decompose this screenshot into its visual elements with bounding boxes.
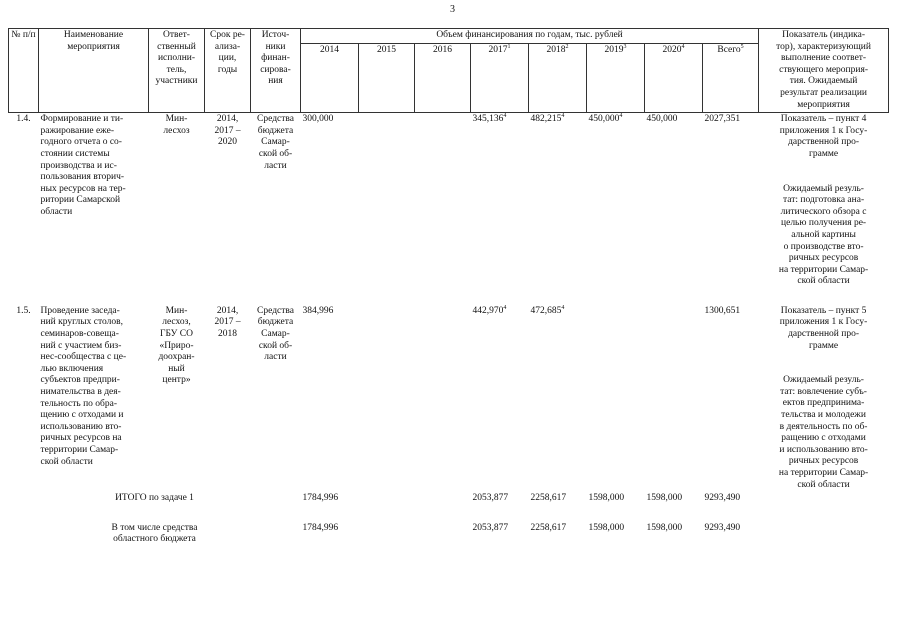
page-number: 3 <box>450 4 455 15</box>
row-value-0 <box>301 305 359 492</box>
text-line: Ожидаемый резуль- <box>783 375 864 386</box>
text-line: приложения 1 к Госу- <box>779 317 868 328</box>
text-line: ализа- <box>214 41 241 52</box>
row-value-3 <box>471 113 529 289</box>
text-line: использованию вто- <box>40 421 122 432</box>
text-line: нимательства в дея- <box>40 387 121 398</box>
row-value-4 <box>529 305 587 492</box>
footnote-mark: 4 <box>503 113 507 119</box>
row-term <box>205 113 251 289</box>
text-line: финан- <box>261 53 290 64</box>
text-line: ричных ресурсов <box>788 456 859 467</box>
text-line: ражирование еже- <box>40 125 114 136</box>
text-line: Мин- <box>165 114 188 125</box>
text-line: ции, <box>218 53 237 64</box>
header-num: № п/п <box>9 29 39 113</box>
header-year-3 <box>471 43 529 113</box>
total-value-6: 1598,000 <box>646 493 683 504</box>
total-value-4: 2258,617 <box>530 522 567 533</box>
total-value-7: 9293,490 <box>704 493 741 504</box>
cell-value: 450,000 <box>646 114 678 125</box>
text-line: 2018 <box>218 329 237 340</box>
total-indicator-empty <box>759 492 889 506</box>
total-value-5: 1598,000 <box>588 522 625 533</box>
total-value-1 <box>359 492 415 506</box>
text-line: области <box>40 206 73 217</box>
header-year-5 <box>587 43 645 113</box>
total-label <box>9 522 301 547</box>
text-line: лесхоз <box>163 125 190 136</box>
text-line: тия. Ожидаемый <box>789 76 858 87</box>
text-line: ритории Самарской <box>40 195 121 206</box>
total-value-2 <box>415 492 471 506</box>
text-line: лью включения <box>40 363 104 374</box>
text-line: ственный <box>157 41 196 52</box>
text-line: сирова- <box>260 64 291 75</box>
table-body <box>9 113 889 547</box>
text-line: ричных ресурсов на <box>40 433 122 444</box>
text-line: исполни- <box>157 53 196 64</box>
text-line: Показатель (индика- <box>782 30 866 40</box>
text-line: ний с участием биз- <box>40 340 122 351</box>
row-executor <box>149 305 205 492</box>
text-line: Самар- <box>261 137 290 148</box>
text-line: результат реализации <box>780 87 867 98</box>
text-line: ных ресурсов на тер- <box>40 183 126 194</box>
text-line: тельства и молодежи <box>781 410 866 421</box>
cell-value: 2015 <box>377 44 396 55</box>
row-value-0 <box>301 113 359 289</box>
header-executor <box>149 29 205 113</box>
text-line: 2017 – <box>214 317 241 328</box>
text-line: ской об- <box>258 340 293 351</box>
text-line: Наименование <box>63 30 124 40</box>
text-line: стоянии системы <box>40 148 110 159</box>
cell-value: 2018 <box>546 44 566 55</box>
text-line: ники <box>265 41 286 52</box>
spacer <box>761 161 887 184</box>
text-line: ской области <box>797 479 850 490</box>
row-value-2 <box>415 305 471 492</box>
footnote-mark: 4 <box>561 304 565 311</box>
text-line: тельность по обра- <box>40 398 118 409</box>
text-line: приложения 1 к Госу- <box>779 125 868 136</box>
spacer <box>761 352 887 375</box>
row-num: 1.4. <box>16 114 31 125</box>
footnote-mark: 4 <box>503 304 507 311</box>
text-line: семинаров-совеща- <box>40 329 119 340</box>
total-value-2 <box>415 522 471 547</box>
cell-value: 300,000 <box>302 114 334 125</box>
text-line: Ожидаемый резуль- <box>783 183 864 194</box>
row-value-7 <box>703 113 759 289</box>
footnote-mark: 4 <box>619 113 623 119</box>
text-line: Срок ре- <box>210 30 245 40</box>
cell-value: 450,000 <box>588 114 620 125</box>
text-line: дарственной про- <box>788 137 860 148</box>
total-row <box>9 522 889 547</box>
text-line: ствующего мероприя- <box>779 64 868 75</box>
text-line: щению с отходами и <box>40 410 124 421</box>
row-value-2 <box>415 113 471 289</box>
footnote-mark: 2 <box>565 43 569 50</box>
footnote-mark: 3 <box>623 43 627 50</box>
total-value-3: 2053,877 <box>472 522 509 533</box>
text-line: пользования вторич- <box>40 172 125 183</box>
total-value-4: 2258,617 <box>530 493 567 504</box>
cell-value: 2017 <box>488 44 508 55</box>
header-year-7 <box>703 43 759 113</box>
text-line: 2020 <box>218 137 237 148</box>
text-line: грамме <box>809 340 839 351</box>
row-spacer <box>9 506 889 522</box>
header-funding-title: Объем финансирования по годам, тыс. рублей <box>301 29 759 44</box>
text-line: бюджета <box>257 125 294 136</box>
text-line: Самар- <box>261 329 290 340</box>
text-line: ласти <box>264 160 287 171</box>
total-value-7: 9293,490 <box>704 522 741 533</box>
text-line: центр» <box>162 375 191 386</box>
text-line: Проведение заседа- <box>40 305 120 316</box>
footnote-mark: 5 <box>740 43 744 50</box>
row-indicator <box>759 113 889 289</box>
cell-value: 2014 <box>320 44 339 55</box>
text-line: Средства <box>257 114 294 125</box>
text-line: Мин- <box>165 305 188 316</box>
total-row <box>9 492 889 506</box>
footnote-mark: 4 <box>681 43 685 50</box>
cell-value: 2020 <box>662 44 682 55</box>
text-line: тель, <box>166 64 187 75</box>
cell-value: 2016 <box>433 44 452 55</box>
row-num: 1.5. <box>16 305 31 316</box>
text-line: Показатель – пункт 5 <box>780 305 867 316</box>
total-value-6: 1598,000 <box>646 522 683 533</box>
text-line: 2014, <box>216 114 239 125</box>
text-line: Формирование и ти- <box>40 114 124 125</box>
text-line: 2017 – <box>214 125 241 136</box>
text-line: ричных ресурсов <box>788 253 859 264</box>
text-line: областного бюджета <box>113 534 196 545</box>
cell-value: 2019 <box>604 44 624 55</box>
header-year-6 <box>645 43 703 113</box>
row-term <box>205 305 251 492</box>
table-row <box>9 305 889 492</box>
footnote-mark: 1 <box>507 43 511 50</box>
footnote-mark: 4 <box>561 113 565 119</box>
text-line: В том числе средства <box>111 522 198 533</box>
cell-value: 472,685 <box>530 305 562 316</box>
row-value-1 <box>359 305 415 492</box>
row-source <box>251 305 301 492</box>
text-line: ния <box>268 76 283 87</box>
text-line: Источ- <box>261 30 290 40</box>
text-line: лесхоз, <box>162 317 191 328</box>
header-source <box>251 29 301 113</box>
row-value-4 <box>529 113 587 289</box>
text-line: годы <box>217 64 238 75</box>
row-value-1 <box>359 113 415 289</box>
table-header <box>9 29 889 113</box>
text-line: в деятельность по об- <box>779 421 868 432</box>
text-line: ГБУ СО <box>160 329 193 340</box>
text-line: нес-сообщества с це- <box>40 352 127 363</box>
text-line: Ответ- <box>163 30 190 40</box>
text-line: доохран- <box>158 352 195 363</box>
text-line: ний круглых столов, <box>40 317 123 328</box>
row-value-6 <box>645 305 703 492</box>
text-line: выполнение соответ- <box>781 53 867 64</box>
text-line: тат: вовлечение субъ- <box>780 386 867 397</box>
header-term <box>205 29 251 113</box>
text-line: участники <box>155 76 198 87</box>
row-source <box>251 113 301 289</box>
row-value-6 <box>645 113 703 289</box>
text-line: ектов предпринима- <box>782 398 865 409</box>
cell-value: 442,970 <box>472 305 504 316</box>
spacer-cell <box>9 506 889 522</box>
text-line: ращению с отходами <box>781 433 866 444</box>
text-line: ской об- <box>258 148 293 159</box>
text-line: литического обзора с <box>780 206 867 217</box>
text-line: тор), характеризующий <box>776 41 871 52</box>
text-line: Средства <box>257 305 294 316</box>
text-line: дарственной про- <box>788 329 860 340</box>
text-line: бюджета <box>257 317 294 328</box>
text-line: тат: подготовка ана- <box>783 195 865 206</box>
cell-value: 384,996 <box>302 305 334 316</box>
total-value-5: 1598,000 <box>588 493 625 504</box>
financing-table <box>8 28 889 547</box>
text-line: о производстве вто- <box>783 241 864 252</box>
total-value-0: 1784,996 <box>302 493 339 504</box>
cell-value: Всего <box>717 44 741 55</box>
text-line: субъектов предпри- <box>40 375 120 386</box>
header-year-2 <box>415 43 471 113</box>
cell-value: 345,136 <box>472 114 504 125</box>
text-line: территории Самар- <box>40 445 119 455</box>
row-spacer <box>9 289 889 305</box>
text-line: мероприятия <box>797 99 850 110</box>
row-name <box>39 113 149 289</box>
total-value-3: 2053,877 <box>472 493 509 504</box>
total-label <box>9 492 301 506</box>
cell-value: 482,215 <box>530 114 562 125</box>
spacer-cell <box>9 289 889 305</box>
row-value-5 <box>587 305 645 492</box>
text-line: на территории Самар- <box>778 264 869 275</box>
text-line: целью получения ре- <box>781 218 867 229</box>
row-value-7 <box>703 305 759 492</box>
text-line: 2014, <box>216 305 239 316</box>
row-executor <box>149 113 205 289</box>
row-value-5 <box>587 113 645 289</box>
text-line: ИТОГО по задаче 1 <box>115 493 194 504</box>
total-indicator-empty <box>759 522 889 547</box>
row-name <box>39 305 149 492</box>
text-line: ской области <box>40 456 93 467</box>
header-year-0 <box>301 43 359 113</box>
text-line: ласти <box>264 352 287 363</box>
header-indicator <box>759 29 889 113</box>
text-line: на территории Самар- <box>778 468 869 478</box>
cell-value: 1300,651 <box>704 305 741 316</box>
header-year-4 <box>529 43 587 113</box>
text-line: грамме <box>809 148 839 159</box>
header-name <box>39 29 149 113</box>
total-value-0: 1784,996 <box>302 522 339 533</box>
text-line: годного отчета о со- <box>40 137 122 148</box>
text-line: Показатель – пункт 4 <box>780 114 867 125</box>
text-line: мероприятия <box>67 41 120 52</box>
row-indicator <box>759 305 889 492</box>
text-line: и использованию вто- <box>779 444 868 455</box>
header-year-1 <box>359 43 415 113</box>
text-line: ный <box>168 363 185 374</box>
text-line: «Приро- <box>159 340 194 351</box>
text-line: альной картины <box>791 229 856 240</box>
row-value-3 <box>471 305 529 492</box>
cell-value: 2027,351 <box>704 114 741 125</box>
text-line: ской области <box>797 276 850 287</box>
total-value-1 <box>359 522 415 547</box>
text-line: производства и ис- <box>40 160 117 171</box>
table-row <box>9 113 889 289</box>
